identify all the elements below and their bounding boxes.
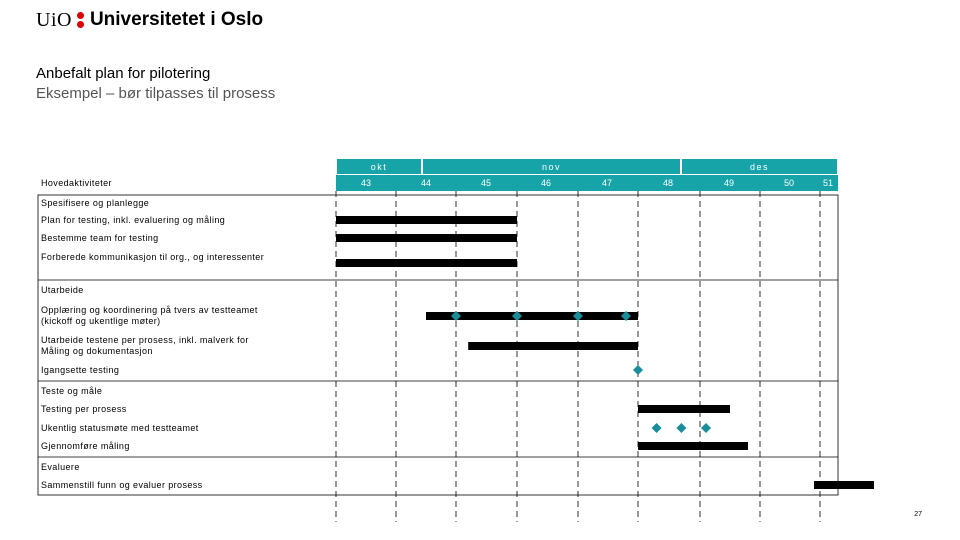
gantt-bar [638, 405, 730, 413]
week-label: 50 [783, 178, 794, 188]
activity-label: Ukentlig statusmøte med testteamet [41, 423, 199, 433]
week-label: 44 [420, 178, 431, 188]
week-label: 49 [723, 178, 734, 188]
milestone-diamond [676, 423, 686, 433]
week-label: 46 [540, 178, 551, 188]
logo-mark: UiO [36, 8, 72, 31]
phase-label: Evaluere [41, 462, 80, 472]
gantt-bar [468, 342, 638, 350]
week-label: 47 [601, 178, 612, 188]
week-label: 48 [662, 178, 673, 188]
month-label: okt [370, 162, 388, 172]
milestone-diamond [652, 423, 662, 433]
gantt-bar [638, 442, 748, 450]
milestone-diamond [633, 365, 643, 375]
phase-label: Utarbeide [41, 285, 84, 295]
activity-label: Gjennomføre måling [41, 441, 130, 451]
activity-label: Plan for testing, inkl. evaluering og måling [41, 215, 226, 225]
activity-label: Utarbeide testene per prosess, inkl. malverk for Måling og dokumentasjon [41, 335, 249, 356]
gantt-bar [336, 259, 517, 267]
phase-label: Spesifisere og planlegge [41, 198, 150, 208]
phase-label: Teste og måle [41, 386, 103, 396]
gantt-bar [814, 481, 874, 489]
logo-name: Universitetet i Oslo [89, 9, 264, 30]
milestone-diamond [701, 423, 711, 433]
gantt-header-label: Hovedaktiviteter [41, 178, 112, 188]
week-label: 45 [480, 178, 491, 188]
gantt-bar [336, 234, 517, 242]
month-label: des [749, 162, 769, 172]
month-label: nov [541, 162, 561, 172]
activity-label: Bestemme team for testing [41, 233, 159, 243]
page-number: 27 [914, 511, 922, 518]
week-label: 51 [822, 178, 833, 188]
gantt-bar [336, 216, 517, 224]
activity-label: Testing per prosess [41, 404, 127, 414]
activity-label: Igangsette testing [41, 365, 120, 375]
activity-label: Sammenstill funn og evaluer prosess [41, 480, 203, 490]
activity-label: Forberede kommunikasjon til org., og interessenter [41, 252, 265, 262]
slide-subtitle: Eksempel – bør tilpasses til prosess [36, 85, 276, 102]
week-label: 43 [360, 178, 371, 188]
activity-label: Opplæring og koordinering på tvers av testteamet (kickoff og ukentlige møter) [41, 305, 258, 326]
slide-title: Anbefalt plan for pilotering [36, 65, 211, 82]
